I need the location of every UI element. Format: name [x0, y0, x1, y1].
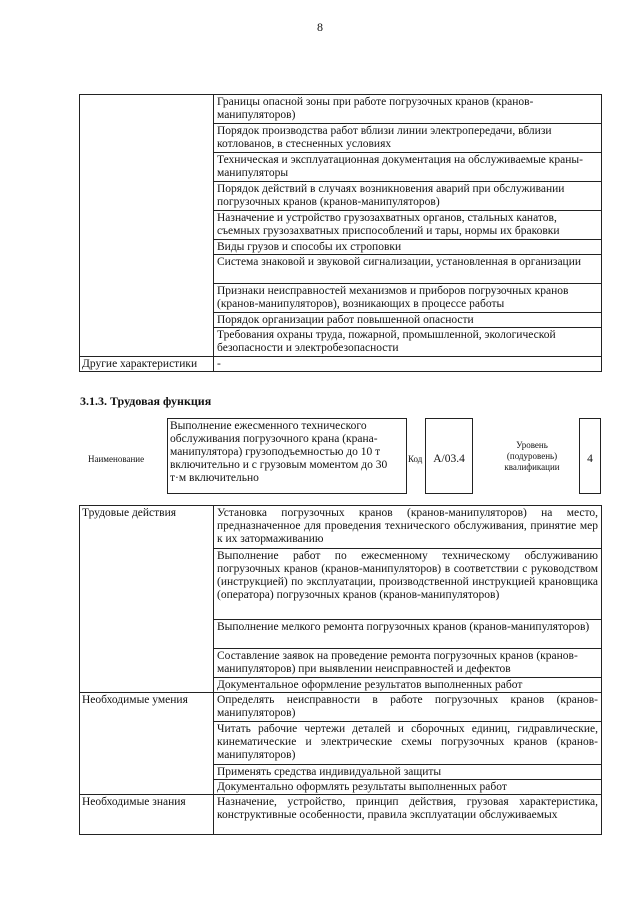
section-heading: 3.1.3. Трудовая функция — [80, 394, 212, 408]
knowledge-item: Система знаковой и звуковой сигнализации, установленная в организации — [214, 255, 602, 284]
knowledge-item: Порядок действий в случаях возникновения аварий при обслуживании погрузочных кранов (кранов-манипуляторов) — [214, 182, 602, 211]
skill-item: Применять средства индивидуальной защиты — [214, 765, 602, 780]
page-number: 8 — [317, 20, 323, 34]
knowledge-table-continued — [79, 94, 602, 372]
knowledge-item: Границы опасной зоны при работе погрузочных кранов (кранов-манипуляторов) — [214, 95, 602, 124]
skill-item: Документально оформлять результаты выполненных работ — [214, 780, 602, 795]
empty-label-cell — [80, 95, 214, 357]
action-item: Составление заявок на проведение ремонта погрузочных кранов (кранов-манипуляторов) при выявлении неисправностей и дефектов — [214, 649, 602, 678]
knowledge-item: Порядок производства работ вблизи линии электропередачи, вблизи котлованов, в стесненных условиях — [214, 124, 602, 153]
knowledge-item: Назначение, устройство, принцип действия, грузовая характеристика, конструктивные особенности, правила эксплуатации обслуживаемых — [214, 795, 602, 835]
knowledge-item: Техническая и эксплуатационная документация на обслуживаемые краны-манипуляторы — [214, 153, 602, 182]
code-label: Код — [408, 454, 423, 464]
skill-item: Читать рабочие чертежи деталей и сборочных единиц, гидравлические, кинематические и электрические схемы погрузочных кранов (кранов-манипуляторов) — [214, 722, 602, 765]
knowledge-label: Необходимые знания — [80, 795, 214, 835]
other-characteristics-value: - — [214, 357, 602, 372]
action-item: Выполнение мелкого ремонта погрузочных кранов (кранов-манипуляторов) — [214, 620, 602, 649]
name-label: Наименование — [88, 454, 145, 464]
skill-item: Определять неисправности в работе погрузочных кранов (кранов-манипуляторов) — [214, 693, 602, 722]
knowledge-item: Порядок организации работ повышенной опасности — [214, 313, 602, 328]
knowledge-item: Требования охраны труда, пожарной, промышленной, экологической безопасности и электробезопасности — [214, 328, 602, 357]
other-characteristics-label: Другие характеристики — [80, 357, 214, 372]
function-code-box: А/03.4 — [425, 418, 473, 494]
knowledge-item: Признаки неисправностей механизмов и приборов погрузочных кранов (кранов-манипуляторов), возникающих в процессе работы — [214, 284, 602, 313]
knowledge-item: Виды грузов и способы их строповки — [214, 240, 602, 255]
action-item: Выполнение работ по ежесменному техническому обслуживанию погрузочных кранов (кранов-манипуляторов) в соответствии с руководством (инструкцией) по эксплуатации, производственной инструкцией крановщика (оператора) погрузочных кранов (кранов-манипуляторов) — [214, 549, 602, 620]
qualification-level-box: 4 — [579, 418, 601, 494]
action-item: Документальное оформление результатов выполненных работ — [214, 678, 602, 693]
skills-label: Необходимые умения — [80, 693, 214, 795]
action-item: Установка погрузочных кранов (кранов-манипуляторов) на место, предназначенное для проведения технического обслуживания, принятие мер к их затормаживанию — [214, 506, 602, 549]
function-name-box: Выполнение ежесменного технического обслуживания погрузочного крана (крана-манипулятора) грузоподъемностью до 10 т включительно и с грузовым моментом до 30 т·м включительно — [167, 418, 407, 494]
qualification-level-label: Уровень (подуровень) квалификации — [504, 440, 560, 472]
actions-label: Трудовые действия — [80, 506, 214, 693]
labour-function-table — [79, 505, 602, 835]
knowledge-item: Назначение и устройство грузозахватных органов, стальных канатов, съемных грузозахватных приспособлений и тары, нормы их браковки — [214, 211, 602, 240]
